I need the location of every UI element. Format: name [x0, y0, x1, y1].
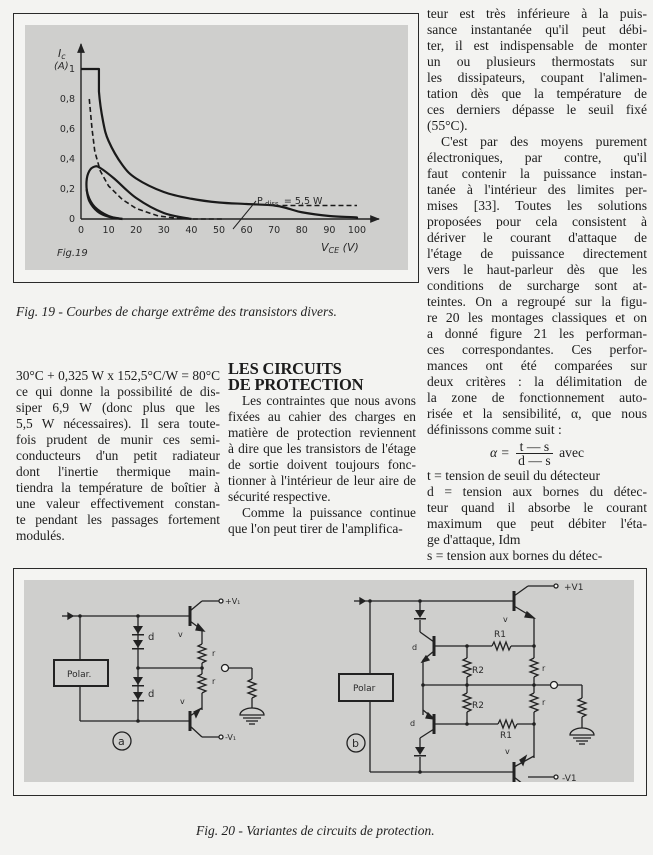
section-heading — [228, 361, 363, 393]
left-paragraph — [16, 368, 220, 544]
badge-a: a — [118, 735, 125, 748]
formula-lhs: α = — [489, 445, 510, 460]
text-line: modulés. — [16, 528, 65, 543]
definitions-list — [427, 468, 647, 564]
middle-paragraph-1 — [228, 393, 416, 505]
resistor-r2-label-lower: R2 — [472, 701, 484, 711]
polar-label-a: Polar. — [67, 670, 92, 680]
chart-axes — [81, 44, 379, 219]
text-line: t = tension de seuil du détecteur — [427, 468, 601, 483]
text-line: fixées au cahier des charges en — [228, 409, 416, 424]
heading-line-1: LES CIRCUITS — [228, 359, 342, 378]
text-line: siper 6,9 W (donc plus que les — [16, 400, 220, 415]
badge-b: b — [352, 737, 359, 750]
y-tick-label: 0,2 — [59, 184, 75, 195]
resistor-upper-icon — [198, 644, 206, 663]
detector-transistor-upper-icon — [422, 636, 434, 662]
output-terminal-icon — [551, 682, 558, 689]
polar-label-b: Polar — [353, 684, 376, 694]
diode-label-upper: d — [148, 632, 155, 643]
text-line: ge d'attaque, Idm — [427, 532, 521, 547]
text-line: mises [33]. Toutes les solutions — [427, 198, 647, 213]
right-paragraph-2 — [427, 134, 647, 438]
text-line: d = tension aux bornes du détec- — [427, 484, 647, 499]
y-tick-label: 0,6 — [59, 124, 75, 135]
text-line: conducteurs d'un petit radiateur — [16, 448, 220, 463]
text-line: vers le haut-parleur dès que les — [427, 262, 647, 277]
resistor-r-label-lower: r — [542, 698, 546, 707]
transistor-upper-icon — [190, 601, 219, 631]
transistor-label-lower: v — [180, 697, 185, 706]
y-tick-label: 0,8 — [59, 94, 75, 105]
text-line: 30°C + 0,325 W x 152,5°C/W = 80°C — [16, 368, 220, 383]
text-line: mances ont été comparées sur — [427, 358, 647, 373]
series-line-elliptical-load-curve-small — [87, 189, 123, 219]
text-line: te pendant les passages fortement — [16, 512, 220, 527]
chart-ticks — [60, 64, 366, 236]
resistor-label-lower: r — [212, 677, 216, 686]
text-line: tation dès que la température de — [427, 86, 647, 101]
text-line: (55°C). — [427, 118, 468, 133]
resistor-r1-label-lower: R1 — [500, 731, 512, 741]
text-line: définissons comme suit : — [427, 422, 562, 437]
text-line: les dissipateurs, coupant l'alimen- — [427, 70, 647, 85]
heading-line-2: DE PROTECTION — [228, 375, 364, 394]
figure-19-label: Fig.19 — [57, 248, 88, 259]
loudspeaker-load-icon — [578, 698, 586, 717]
right-column — [427, 6, 647, 564]
y-axis-label-unit: (A) — [54, 61, 69, 72]
right-paragraph-1 — [427, 6, 647, 134]
supply-pos-b: +V1 — [564, 583, 584, 593]
detector-transistor-lower-icon — [420, 710, 434, 738]
x-tick-label: 30 — [157, 225, 170, 236]
middle-column — [228, 393, 416, 537]
resistor-r1-upper-icon — [492, 642, 511, 650]
text-line: 5,5 W nécessaires). Il sera toute- — [16, 416, 220, 431]
x-tick-label: 20 — [130, 225, 143, 236]
text-line: faut contenir la puissance instan- — [427, 166, 647, 181]
text-line: sance instantanée qu'il peut débi- — [427, 22, 647, 37]
text-line: deux critères : la délimitation de — [427, 374, 647, 389]
text-line: tiendra la température de boîtier à — [16, 480, 220, 495]
detector-label-upper: d — [412, 643, 418, 652]
figure-19-chart — [25, 25, 408, 270]
figure-20-caption: Fig. 20 - Variantes de circuits de protection. — [196, 823, 435, 838]
x-tick-label: 70 — [268, 225, 281, 236]
text-line: électroniques, par contre, qu'il — [427, 150, 647, 165]
left-column — [16, 368, 220, 544]
transistor-label-upper-b: v — [503, 615, 508, 624]
text-line: conditions de surcharge sont at- — [427, 278, 647, 293]
x-tick-label: 60 — [240, 225, 253, 236]
text-line: l'étage de puissance directement — [427, 246, 647, 261]
text-line: que l'on peut tirer de l'amplifica- — [228, 521, 403, 536]
formula-fraction — [516, 440, 553, 467]
resistor-r-label-upper: r — [542, 664, 546, 673]
resistor-r2-upper-icon — [463, 658, 471, 677]
output-terminal-icon — [222, 665, 229, 672]
text-line: re 20 les montages classiques et on — [427, 310, 647, 325]
loudspeaker-load-icon — [248, 679, 256, 698]
text-line: a donné figure 21 les performan- — [427, 326, 647, 341]
formula-denominator: d — s — [518, 452, 551, 468]
x-tick-label: 10 — [102, 225, 115, 236]
x-tick-label: 50 — [212, 225, 226, 236]
formula-suffix: avec — [559, 445, 585, 460]
x-tick-label: 100 — [347, 225, 367, 236]
resistor-r-lower-icon — [530, 693, 538, 712]
text-line: s = tension aux bornes du détec- — [427, 548, 603, 563]
text-line: Comme la puissance continue — [242, 505, 416, 520]
middle-paragraph-2 — [228, 505, 416, 537]
text-line: tionner à l'intérieur de leur aire de — [228, 473, 416, 488]
text-line: C'est par des moyens purement — [441, 134, 647, 149]
text-line: teur est très inférieure à la puis- — [427, 6, 647, 21]
ground-icon — [240, 708, 264, 724]
detector-label-lower: d — [410, 719, 416, 728]
text-line: sécurité respective. — [228, 489, 331, 504]
x-tick-label: 40 — [185, 225, 198, 236]
formula-numerator: t — s — [516, 440, 553, 454]
supply-neg-a: -V₁ — [225, 733, 237, 742]
annotation-pdiss: P $_{diss.}$ = 5,5 W — [257, 196, 323, 208]
y-tick-label: 0,4 — [59, 154, 75, 165]
text-line: tanée à l'intérieur des limites per- — [427, 182, 647, 197]
text-line: dériver le courant d'attaque de — [427, 230, 647, 245]
supply-neg-b: -V1 — [562, 774, 577, 784]
x-axis-label: VCE (V) — [321, 241, 359, 255]
x-tick-label: 0 — [77, 225, 85, 236]
resistor-r-upper-icon — [530, 658, 538, 677]
sensitivity-formula — [427, 438, 647, 468]
text-line: ter, il est indispensable de monter — [427, 38, 647, 53]
text-line: proposées pour cela consistent à — [427, 214, 647, 229]
y-tick-label: 1 — [68, 64, 75, 75]
text-line: ces correspondantes. Ces perfor- — [427, 342, 647, 357]
text-line: Les contraintes que nous avons — [242, 393, 416, 408]
text-line: la zone de fonctionnement auto- — [427, 390, 647, 405]
text-line: un ou plusieurs thermostats sur — [427, 54, 647, 69]
transistor-label-upper: v — [178, 630, 183, 639]
resistor-r2-label-upper: R2 — [472, 666, 484, 676]
text-line: teur quand il absorbe le courant — [427, 500, 647, 515]
text-line: maximum que peut débiter l'éta- — [427, 516, 647, 531]
x-tick-label: 80 — [295, 225, 308, 236]
text-line: fois prudent de munir ces semi- — [16, 432, 220, 447]
figure-19-caption: Fig. 19 - Courbes de charge extrême des transistors divers. — [16, 304, 337, 319]
resistor-r2-lower-icon — [463, 693, 471, 712]
text-line: de sortie doivent toujours fonc- — [228, 457, 416, 472]
input-arrow-icon — [62, 613, 73, 619]
input-arrow-icon — [354, 598, 365, 604]
text-line: ces derniers dépasse le seuil fixé — [427, 102, 647, 117]
x-tick-label: 90 — [323, 225, 336, 236]
resistor-r1-lower-icon — [498, 720, 517, 728]
text-line: teintes. On a regroupé sur la figu- — [427, 294, 647, 309]
text-line: à dire que les transistors de l'étage — [228, 441, 416, 456]
circuit-b-supply-neg — [514, 772, 624, 788]
ground-icon — [570, 728, 594, 744]
text-line: ce qui donne la possibilité de dis- — [16, 384, 220, 399]
resistor-r1-label-upper: R1 — [494, 630, 506, 640]
text-line: dont l'inertie thermique main- — [16, 464, 220, 479]
resistor-lower-icon — [198, 674, 206, 693]
y-axis-label-ic: Ic — [58, 47, 66, 61]
transistor-lower-icon — [190, 708, 219, 737]
y-tick-label: 0 — [68, 214, 75, 225]
text-line: matière de protection reviennent — [228, 425, 416, 440]
supply-pos-a: +V₁ — [225, 597, 241, 606]
circuit-b — [324, 580, 634, 782]
resistor-label-upper: r — [212, 649, 216, 658]
text-line: risée et la sensibilité, α, que nous — [427, 406, 647, 421]
circuit-a — [24, 580, 324, 782]
diode-label-lower: d — [148, 689, 155, 700]
text-line: une valeur effectivement constan- — [16, 496, 220, 511]
transistor-label-lower-b: v — [505, 747, 510, 756]
transistor-upper-icon — [514, 586, 554, 618]
